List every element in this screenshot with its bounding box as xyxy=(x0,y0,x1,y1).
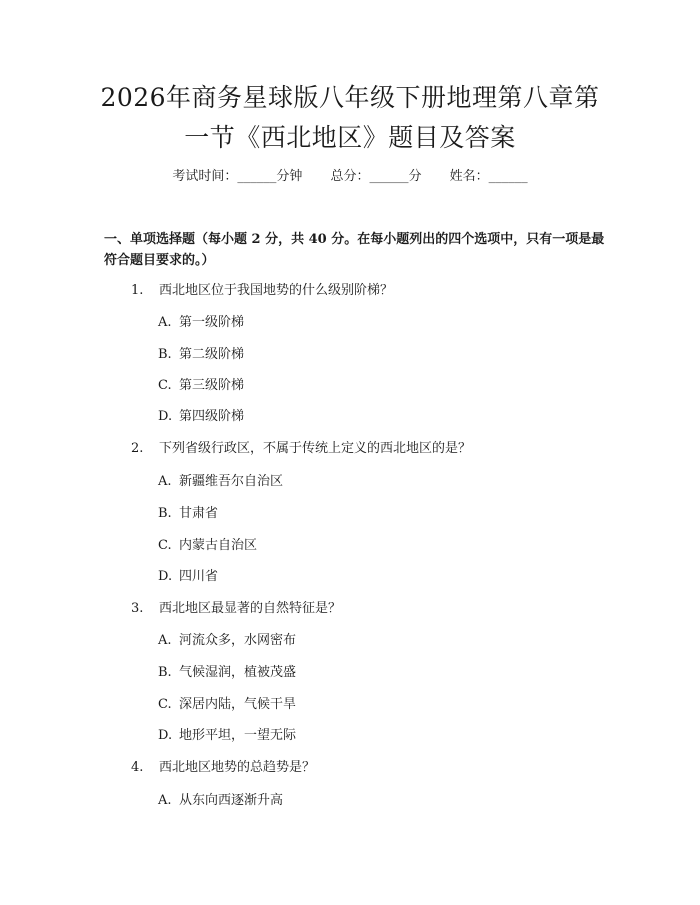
question-number: 2. xyxy=(131,441,144,456)
option-text: 深居内陆，气候干旱 xyxy=(179,697,297,712)
option-3c xyxy=(158,696,296,714)
option-text: 气候湿润，植被茂盛 xyxy=(179,665,297,680)
total-score-field: 总分：______分 xyxy=(330,169,422,184)
option-letter: A. xyxy=(158,633,172,648)
option-letter: C. xyxy=(158,538,172,553)
option-3b xyxy=(158,664,296,682)
option-letter: C. xyxy=(158,697,172,712)
document-title xyxy=(40,78,660,158)
exam-info xyxy=(0,168,700,186)
option-text: 第三级阶梯 xyxy=(179,378,245,393)
option-1b xyxy=(158,346,244,364)
option-2d xyxy=(158,568,218,586)
exam-time-field: 考试时间：______分钟 xyxy=(172,169,303,184)
name-field: 姓名：______ xyxy=(449,169,528,184)
option-1a xyxy=(158,314,244,332)
option-text: 从东向西逐渐升高 xyxy=(179,793,284,808)
title-line-2: 一节《西北地区》题目及答案 xyxy=(184,123,516,152)
option-1d xyxy=(158,408,244,426)
option-3d xyxy=(158,727,296,745)
section-heading: 一、单项选择题（每小题 2 分，共 40 分。在每小题列出的四个选项中，只有一项是最符合题目要求的。） xyxy=(104,232,605,268)
option-1c xyxy=(158,377,244,395)
option-text: 第一级阶梯 xyxy=(179,315,245,330)
option-text: 四川省 xyxy=(179,569,219,584)
option-letter: C. xyxy=(158,378,172,393)
option-2c xyxy=(158,537,257,555)
option-2a xyxy=(158,473,283,491)
option-text: 第四级阶梯 xyxy=(179,409,245,424)
option-text: 地形平坦，一望无际 xyxy=(179,728,297,743)
question-3 xyxy=(131,600,341,618)
option-text: 甘肃省 xyxy=(179,506,219,521)
option-letter: D. xyxy=(158,569,173,584)
question-4 xyxy=(131,759,315,777)
question-text: 下列省级行政区，不属于传统上定义的西北地区的是？ xyxy=(159,441,472,456)
question-text: 西北地区位于我国地势的什么级别阶梯？ xyxy=(159,283,394,298)
option-letter: B. xyxy=(158,506,172,521)
question-text: 西北地区最显著的自然特征是？ xyxy=(159,601,342,616)
title-line-1: 2026年商务星球版八年级下册地理第八章第 xyxy=(100,83,600,112)
option-letter: B. xyxy=(158,347,172,362)
question-number: 4. xyxy=(131,760,144,775)
option-letter: B. xyxy=(158,665,172,680)
option-4a xyxy=(158,792,283,810)
question-1 xyxy=(131,282,393,300)
option-letter: A. xyxy=(158,793,172,808)
option-letter: D. xyxy=(158,409,173,424)
option-text: 河流众多，水网密布 xyxy=(179,633,297,648)
question-2 xyxy=(131,440,471,458)
option-text: 新疆维吾尔自治区 xyxy=(179,474,284,489)
question-number: 1. xyxy=(131,283,144,298)
option-3a xyxy=(158,632,296,650)
option-2b xyxy=(158,505,218,523)
question-text: 西北地区地势的总趋势是？ xyxy=(159,760,316,775)
option-letter: D. xyxy=(158,728,173,743)
question-number: 3. xyxy=(131,601,144,616)
option-letter: A. xyxy=(158,474,172,489)
option-text: 第二级阶梯 xyxy=(179,347,245,362)
option-text: 内蒙古自治区 xyxy=(179,538,258,553)
option-letter: A. xyxy=(158,315,172,330)
